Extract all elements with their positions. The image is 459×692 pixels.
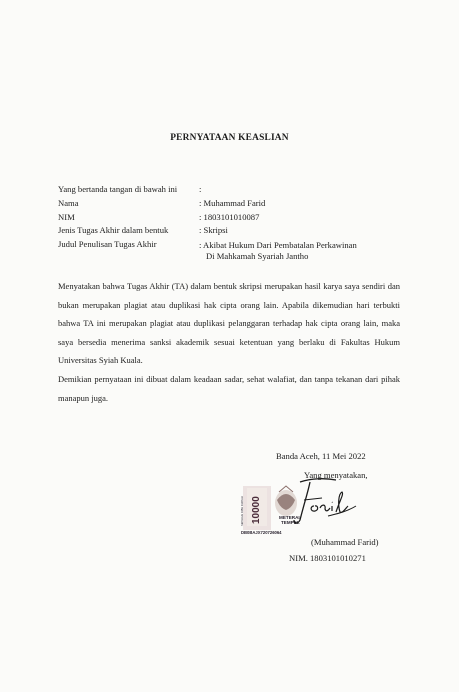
thesis-title-label: Judul Penulisan Tugas Akhir <box>58 239 157 250</box>
name-value: : Muhammad Farid <box>199 197 266 208</box>
signer-role: Yang menyatakan, <box>304 470 368 480</box>
thesis-title-line-1: : Akibat Hukum Dari Pembatalan Perkawinan <box>199 240 357 251</box>
type-label: Jenis Tugas Akhir dalam bentuk <box>58 225 169 236</box>
thesis-title-row <box>58 238 388 266</box>
nim-value: : 1803101010087 <box>199 211 260 222</box>
name-row <box>58 197 388 211</box>
signer-name: (Muhammad Farid) <box>311 537 379 547</box>
stamp-label-top: METERAI <box>279 515 300 520</box>
stamp-amount: 10000 <box>251 496 262 524</box>
statement-paragraph-2: Demikian pernyataan ini dibuat dalam keadaan sadar, sehat walafiat, dan tanpa tekanan dari pihak manapun juga. <box>58 373 400 403</box>
identity-block <box>58 183 388 266</box>
thesis-title-value <box>199 240 357 261</box>
stamp-serial: DB0BAJX720726064 <box>241 530 282 535</box>
stamp-label-bottom: TEMPEL <box>281 520 300 525</box>
statement-paragraph-1: Menyatakan bahwa Tugas Akhir (TA) dalam bentuk skripsi merupakan hasil karya saya sendiri dan bukan merupakan plagiat atau duplikasi hak cipta orang lain. Apabila dikemudian hari terbukti bahwa TA ini merupakan plagiat atau duplikasi pelanggaran terhadap hak cipta orang lain, maka saya bersedia menerima sanksi akademik sesuai ketentuan yang berlaku di Fakultas Hukum Universitas Syiah Kuala. <box>58 281 400 366</box>
thesis-title-line-2: Di Mahkamah Syariah Jantho <box>206 250 309 261</box>
type-value: : Skripsi <box>199 225 228 236</box>
name-label: Nama <box>58 197 79 208</box>
intro-colon: : <box>199 184 202 194</box>
nim-row <box>58 211 388 225</box>
type-row <box>58 224 388 238</box>
nim-label: NIM <box>58 211 75 222</box>
handwritten-signature <box>270 476 360 526</box>
statement-block <box>58 277 400 407</box>
place-date: Banda Aceh, 11 Mei 2022 <box>276 451 366 461</box>
signer-nim: NIM. 1803101010271 <box>289 553 366 563</box>
intro-label: Yang bertanda tangan di bawah ini <box>58 184 178 194</box>
intro-row <box>58 183 388 197</box>
page-title: PERNYATAAN KEASLIAN <box>170 133 289 143</box>
stamp-side-text: SEPULUH RIBU RUPIAH <box>241 496 244 526</box>
